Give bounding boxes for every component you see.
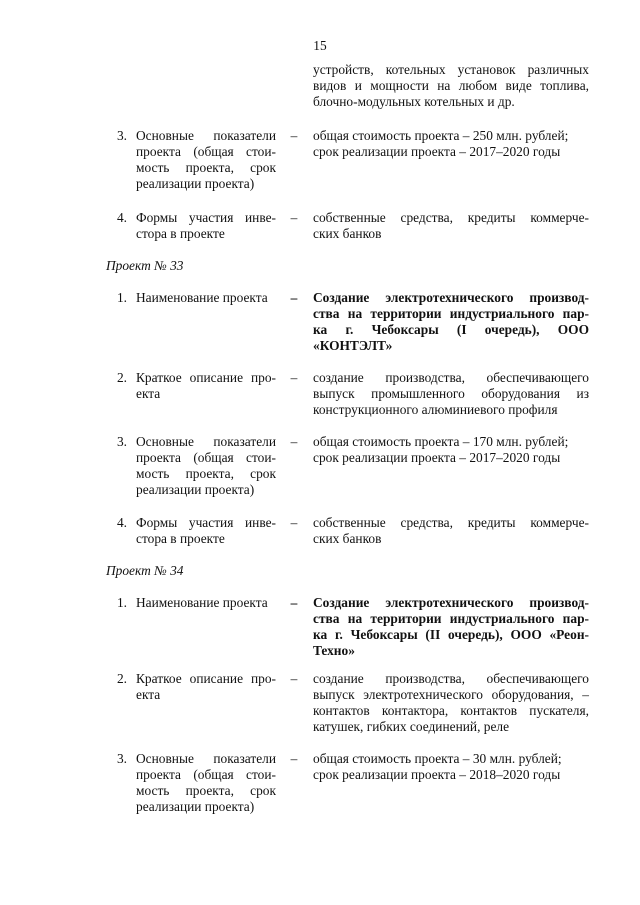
- label-line: реализации проекта): [136, 482, 255, 497]
- row-number: 1.: [116, 290, 127, 305]
- row-dash: –: [290, 671, 298, 686]
- row-value: [313, 595, 589, 659]
- row-number: 3.: [116, 751, 127, 766]
- label-line: стора в проекте: [136, 226, 225, 241]
- label-line: мость проекта, срок: [136, 783, 276, 798]
- value-line: ства на территории индустриального пар-: [313, 306, 589, 321]
- row-label: [136, 751, 276, 815]
- value-line: ка г. Чебоксары (II очередь), ООО «Реон-: [313, 627, 589, 642]
- row-number: 3.: [116, 434, 127, 449]
- row-value: [313, 210, 589, 242]
- row-label: [136, 128, 276, 192]
- value-line: ства на территории индустриального пар-: [313, 611, 589, 626]
- row-dash: –: [290, 210, 298, 225]
- label-line: мость проекта, срок: [136, 160, 276, 175]
- value-line: ских банков: [313, 226, 382, 241]
- value-line: выпуск промышленного оборудования из: [313, 386, 589, 401]
- value-line: срок реализации проекта – 2017–2020 годы: [313, 144, 561, 159]
- row-label: [136, 595, 276, 611]
- continuation-line: видов и мощности на любом виде топлива,: [313, 78, 589, 93]
- label-line: проекта (общая стои-: [136, 144, 276, 159]
- row-number: 4.: [116, 210, 127, 225]
- label-line: Основные показатели: [136, 434, 276, 449]
- row-dash: –: [290, 515, 298, 530]
- value-line: создание производства, обеспечивающего: [313, 671, 589, 686]
- row-value: [313, 370, 589, 418]
- page-number: 15: [313, 38, 327, 53]
- row-dash: –: [290, 370, 298, 385]
- label-line: екта: [136, 687, 161, 702]
- row-number: 2.: [116, 370, 127, 385]
- continuation-line: блочно-модульных котельных и др.: [313, 94, 515, 109]
- value-line: контактов контактора, контактов пускателя,: [313, 703, 589, 718]
- value-line: общая стоимость проекта – 30 млн. рублей;: [313, 751, 562, 766]
- value-line: Создание электротехнического производ-: [313, 595, 589, 610]
- label-line: мость проекта, срок: [136, 466, 276, 481]
- value-line: конструкционного алюминиевого профиля: [313, 402, 558, 417]
- row-value: [313, 128, 589, 160]
- value-line: ка г. Чебоксары (I очередь), ООО: [313, 322, 589, 337]
- continuation-line: устройств, котельных установок различных: [313, 62, 589, 77]
- row-value: [313, 515, 589, 547]
- row-value: [313, 434, 589, 466]
- value-line: срок реализации проекта – 2018–2020 годы: [313, 767, 561, 782]
- value-line: выпуск электротехнического оборудования, –: [313, 687, 589, 702]
- row-label: [136, 515, 276, 547]
- project-title: Проект № 33: [106, 258, 184, 273]
- row-label: [136, 370, 276, 402]
- row-value: [313, 290, 589, 354]
- label-line: стора в проекте: [136, 531, 225, 546]
- label-line: Наименование проекта: [136, 290, 268, 305]
- label-line: Основные показатели: [136, 128, 276, 143]
- row-number: 3.: [116, 128, 127, 143]
- label-line: екта: [136, 386, 161, 401]
- project-title: Проект № 34: [106, 563, 184, 578]
- label-line: проекта (общая стои-: [136, 767, 276, 782]
- value-line: «КОНТЭЛТ»: [313, 338, 393, 353]
- row-number: 4.: [116, 515, 127, 530]
- row-value: [313, 751, 589, 783]
- value-line: Создание электротехнического производ-: [313, 290, 589, 305]
- row-number: 2.: [116, 671, 127, 686]
- row-label: [136, 671, 276, 703]
- label-line: проекта (общая стои-: [136, 450, 276, 465]
- row-label: [136, 290, 276, 306]
- label-line: реализации проекта): [136, 176, 255, 191]
- row-value: [313, 671, 589, 735]
- value-line: катушек, гибких соединений, реле: [313, 719, 510, 734]
- label-line: Формы участия инве-: [136, 210, 276, 225]
- label-line: Основные показатели: [136, 751, 276, 766]
- label-line: Формы участия инве-: [136, 515, 276, 530]
- value-line: Техно»: [313, 643, 355, 658]
- label-line: Краткое описание про-: [136, 671, 276, 686]
- row-label: [136, 210, 276, 242]
- row-dash: –: [290, 595, 298, 610]
- row-label: [136, 434, 276, 498]
- value-line: создание производства, обеспечивающего: [313, 370, 589, 385]
- row-dash: –: [290, 290, 298, 305]
- row-dash: –: [290, 751, 298, 766]
- label-line: Наименование проекта: [136, 595, 268, 610]
- value-line: ских банков: [313, 531, 382, 546]
- value-line: собственные средства, кредиты коммерче-: [313, 210, 589, 225]
- label-line: реализации проекта): [136, 799, 255, 814]
- row-number: 1.: [116, 595, 127, 610]
- value-line: общая стоимость проекта – 170 млн. рублей;: [313, 434, 569, 449]
- value-line: срок реализации проекта – 2017–2020 годы: [313, 450, 561, 465]
- value-line: общая стоимость проекта – 250 млн. рублей;: [313, 128, 569, 143]
- label-line: Краткое описание про-: [136, 370, 276, 385]
- value-line: собственные средства, кредиты коммерче-: [313, 515, 589, 530]
- row-dash: –: [290, 128, 298, 143]
- row-dash: –: [290, 434, 298, 449]
- continuation-text: [313, 62, 589, 110]
